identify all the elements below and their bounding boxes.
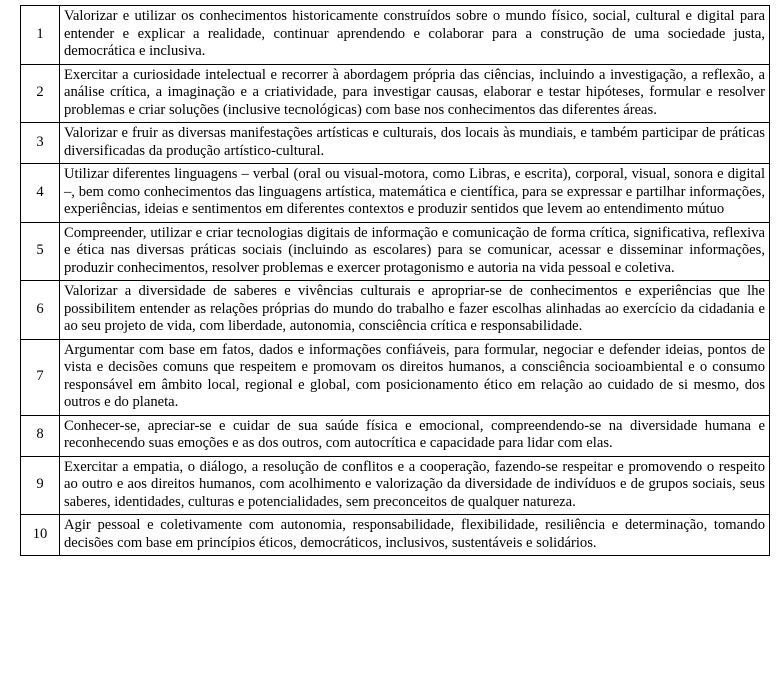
table-row: [21, 6, 770, 65]
table-row: [21, 64, 770, 123]
row-text: Exercitar a curiosidade intelectual e recorrer à abordagem própria das ciências, incluindo a investigação, a reflexão, a análise crítica, a imaginação e a criatividade, para investigar causas, elaborar e testar hipóteses, formular e resolver problemas e criar soluções (inclusive tecnológicas) com base nos conhecimentos das diferentes áreas.: [60, 64, 770, 123]
row-number: 4: [21, 164, 60, 223]
row-text: Compreender, utilizar e criar tecnologias digitais de informação e comunicação de forma crítica, significativa, reflexiva e ética nas diversas práticas sociais (incluindo as escolares) para se comunicar, acessar e disseminar informações, produzir conhecimentos, resolver problemas e exercer protagonismo e autoria na vida pessoal e coletiva.: [60, 222, 770, 281]
row-text: Argumentar com base em fatos, dados e informações confiáveis, para formular, negociar e defender ideias, pontos de vista e decisões comuns que respeitem e promovam os direitos humanos, a consciência socioambiental e o consumo responsável em âmbito local, regional e global, com posicionamento ético em relação ao cuidado de si mesmo, dos outros e do planeta.: [60, 339, 770, 415]
row-number: 6: [21, 281, 60, 340]
row-text: Valorizar a diversidade de saberes e vivências culturais e apropriar-se de conhecimentos e experiências que lhe possibilitem entender as relações próprias do mundo do trabalho e fazer escolhas alinhadas ao exercício da cidadania e ao seu projeto de vida, com liberdade, autonomia, consciência crítica e responsabilidade.: [60, 281, 770, 340]
competencies-table-body: [21, 6, 770, 556]
row-text: Valorizar e utilizar os conhecimentos historicamente construídos sobre o mundo físico, social, cultural e digital para entender e explicar a realidade, continuar aprendendo e colaborar para a construção de uma sociedade justa, democrática e inclusiva.: [60, 6, 770, 65]
row-text: Exercitar a empatia, o diálogo, a resolução de conflitos e a cooperação, fazendo-se respeitar e promovendo o respeito ao outro e aos direitos humanos, com acolhimento e valorização da diversidade de indivíduos e de grupos sociais, seus saberes, identidades, culturas e potencialidades, sem preconceitos de qualquer natureza.: [60, 456, 770, 515]
table-row: [21, 164, 770, 223]
row-text: Conhecer-se, apreciar-se e cuidar de sua saúde física e emocional, compreendendo-se na diversidade humana e reconhecendo suas emoções e as dos outros, com autocrítica e capacidade para lidar com elas.: [60, 415, 770, 456]
row-number: 5: [21, 222, 60, 281]
row-text: Agir pessoal e coletivamente com autonomia, responsabilidade, flexibilidade, resiliência e determinação, tomando decisões com base em princípios éticos, democráticos, inclusivos, sustentáveis e solidários.: [60, 515, 770, 556]
row-text: Valorizar e fruir as diversas manifestações artísticas e culturais, dos locais às mundiais, e também participar de práticas diversificadas da produção artístico-cultural.: [60, 123, 770, 164]
table-row: [21, 456, 770, 515]
row-number: 3: [21, 123, 60, 164]
row-number: 9: [21, 456, 60, 515]
row-number: 7: [21, 339, 60, 415]
row-number: 1: [21, 6, 60, 65]
row-number: 2: [21, 64, 60, 123]
table-row: [21, 339, 770, 415]
row-number: 10: [21, 515, 60, 556]
table-row: [21, 222, 770, 281]
table-row: [21, 281, 770, 340]
competencies-table: [20, 5, 770, 556]
table-row: [21, 123, 770, 164]
table-row: [21, 415, 770, 456]
row-text: Utilizar diferentes linguagens – verbal (oral ou visual-motora, como Libras, e escrita), corporal, visual, sonora e digital –, bem como conhecimentos das linguagens artística, matemática e científica, para se expressar e partilhar informações, experiências, ideias e sentimentos em diferentes contextos e produzir sentidos que levem ao entendimento mútuo: [60, 164, 770, 223]
row-number: 8: [21, 415, 60, 456]
table-row: [21, 515, 770, 556]
